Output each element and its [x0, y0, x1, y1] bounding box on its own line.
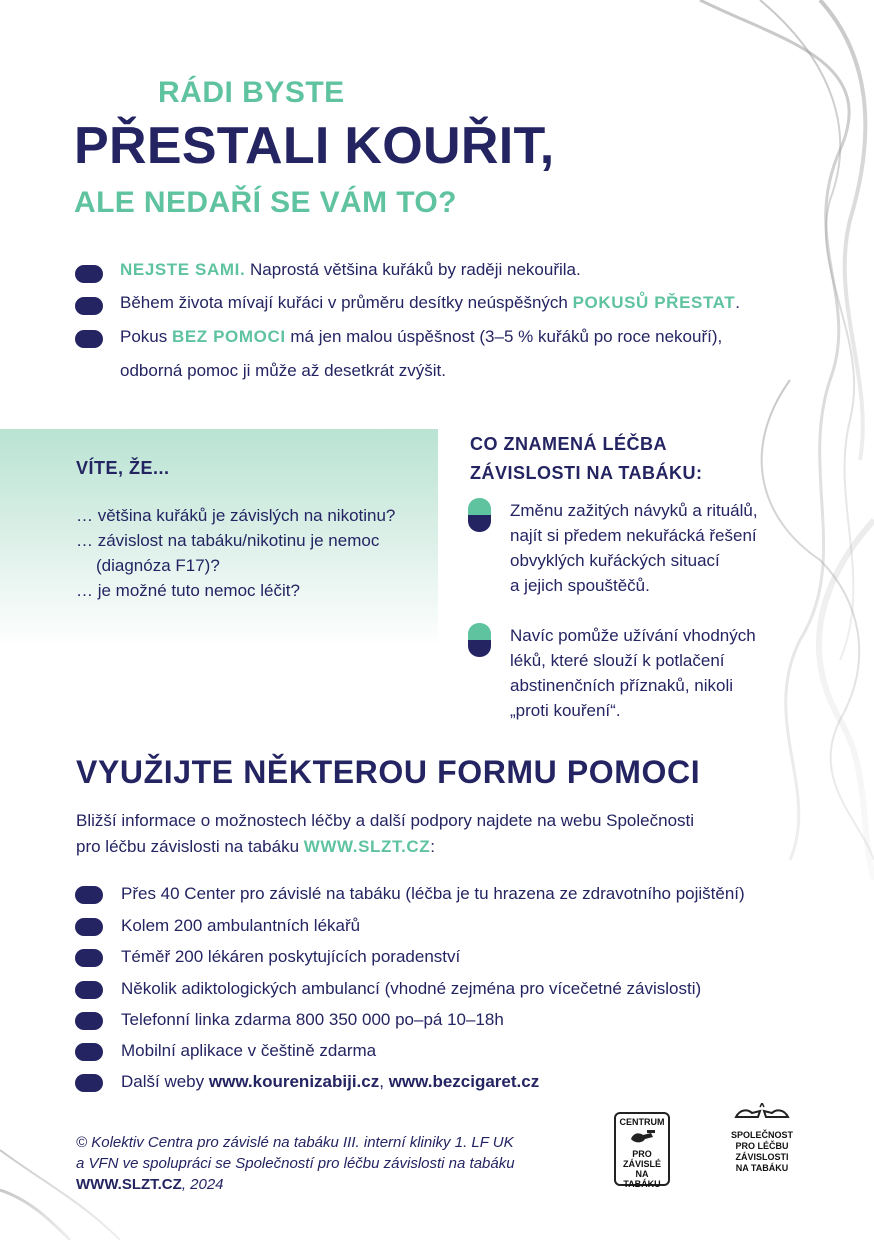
- bullet-marker: [75, 297, 103, 315]
- footer-slzt-link[interactable]: WWW.SLZT.CZ: [76, 1176, 182, 1193]
- intro-bullet-1: NEJSTE SAMI. Naprostá většina kuřáků by raději nekouřila.: [120, 260, 581, 279]
- bullet-marker: [75, 330, 103, 348]
- did-you-know-title: VÍTE, ŽE...: [76, 458, 170, 478]
- bullet-marker: [75, 1012, 103, 1030]
- did-you-know-line: … většina kuřáků je závislých na nikotinu?: [76, 506, 396, 525]
- did-you-know-line: (diagnóza F17)?: [96, 556, 220, 575]
- help-item: Telefonní linka zdarma 800 350 000 po–pá 10–18h: [121, 1010, 504, 1029]
- broken-cigarette-icon: [732, 1103, 792, 1127]
- slzt-logo: SPOLEČNOST PRO LÉČBU ZÁVISLOSTI NA TABÁKU: [730, 1103, 794, 1185]
- treatment-item-2: Navíc pomůže užívání vhodných léků, které slouží k potlačení abstinenčních příznaků, nikoli „proti kouření“.: [510, 626, 756, 720]
- did-you-know-line: … závislost na tabáku/nikotinu je nemoc: [76, 531, 380, 550]
- capsule-icon: [468, 623, 491, 657]
- help-item: Mobilní aplikace v češtině zdarma: [121, 1041, 377, 1060]
- centrum-logo: CENTRUM PRO ZÁVISLÉ NA TABÁKU: [614, 1112, 670, 1186]
- treatment-title: CO ZNAMENÁ LÉČBA ZÁVISLOSTI NA TABÁKU:: [470, 434, 703, 483]
- intro-bullet-3: Pokus BEZ POMOCI má jen malou úspěšnost (3–5 % kuřáků po roce nekouří),: [120, 327, 723, 346]
- help-item: Téměř 200 lékáren poskytujících poradenství: [121, 947, 461, 966]
- treatment-item-1: Změnu zažitých návyků a rituálů, najít si předem nekuřácká řešení obvyklých kuřáckých situací a jejich spouštěčů.: [510, 501, 758, 595]
- bullet-marker: [75, 1043, 103, 1061]
- intro-bullet-3-cont: odborná pomoc ji může až desetkrát zvýšit.: [120, 361, 446, 380]
- bullet-marker: [75, 1074, 103, 1092]
- help-intro: Bližší informace o možnostech léčby a další podpory najdete na webu Společnosti pro léčbu závislosti na tabáku WWW.SLZT.CZ:: [76, 811, 695, 856]
- intro-bullet-2: Během života mívají kuřáci v průměru desítky neúspěšných POKUSŮ PŘESTAT.: [120, 293, 740, 312]
- help-item: Přes 40 Center pro závislé na tabáku (léčba je tu hrazena ze zdravotního pojištění): [121, 884, 745, 903]
- title-pre: RÁDI BYSTE: [158, 76, 345, 109]
- hand-cigarette-icon: [627, 1127, 657, 1147]
- bullet-marker: [75, 886, 103, 904]
- page-subtitle: ALE NEDAŘÍ SE VÁM TO?: [74, 186, 457, 219]
- did-you-know-line: … je možné tuto nemoc léčit?: [76, 581, 300, 600]
- help-title: VYUŽIJTE NĚKTEROU FORMU POMOCI: [76, 754, 701, 790]
- footer-credits: © Kolektiv Centra pro závislé na tabáku III. interní kliniky 1. LF UK a VFN ve spolupráci se Společností pro léčbu závislosti na tabáku WWW.SLZT.CZ, 2024: [76, 1134, 515, 1193]
- bezcigaret-link[interactable]: www.bezcigaret.cz: [388, 1072, 540, 1091]
- capsule-icon: [468, 498, 491, 532]
- page-title: PŘESTALI KOUŘIT,: [74, 117, 555, 175]
- kourenizabiji-link[interactable]: www.kourenizabiji.cz: [208, 1072, 380, 1091]
- help-item: Kolem 200 ambulantních lékařů: [121, 916, 361, 935]
- help-item: Několik adiktologických ambulancí (vhodné zejména pro vícečetné závislosti): [121, 979, 702, 998]
- bullet-marker: [75, 981, 103, 999]
- help-item-websites: Další weby www.kourenizabiji.cz, www.bezcigaret.cz: [121, 1072, 540, 1091]
- slzt-link[interactable]: WWW.SLZT.CZ: [303, 837, 431, 856]
- bullet-marker: [75, 265, 103, 283]
- bullet-marker: [75, 949, 103, 967]
- bullet-marker: [75, 918, 103, 936]
